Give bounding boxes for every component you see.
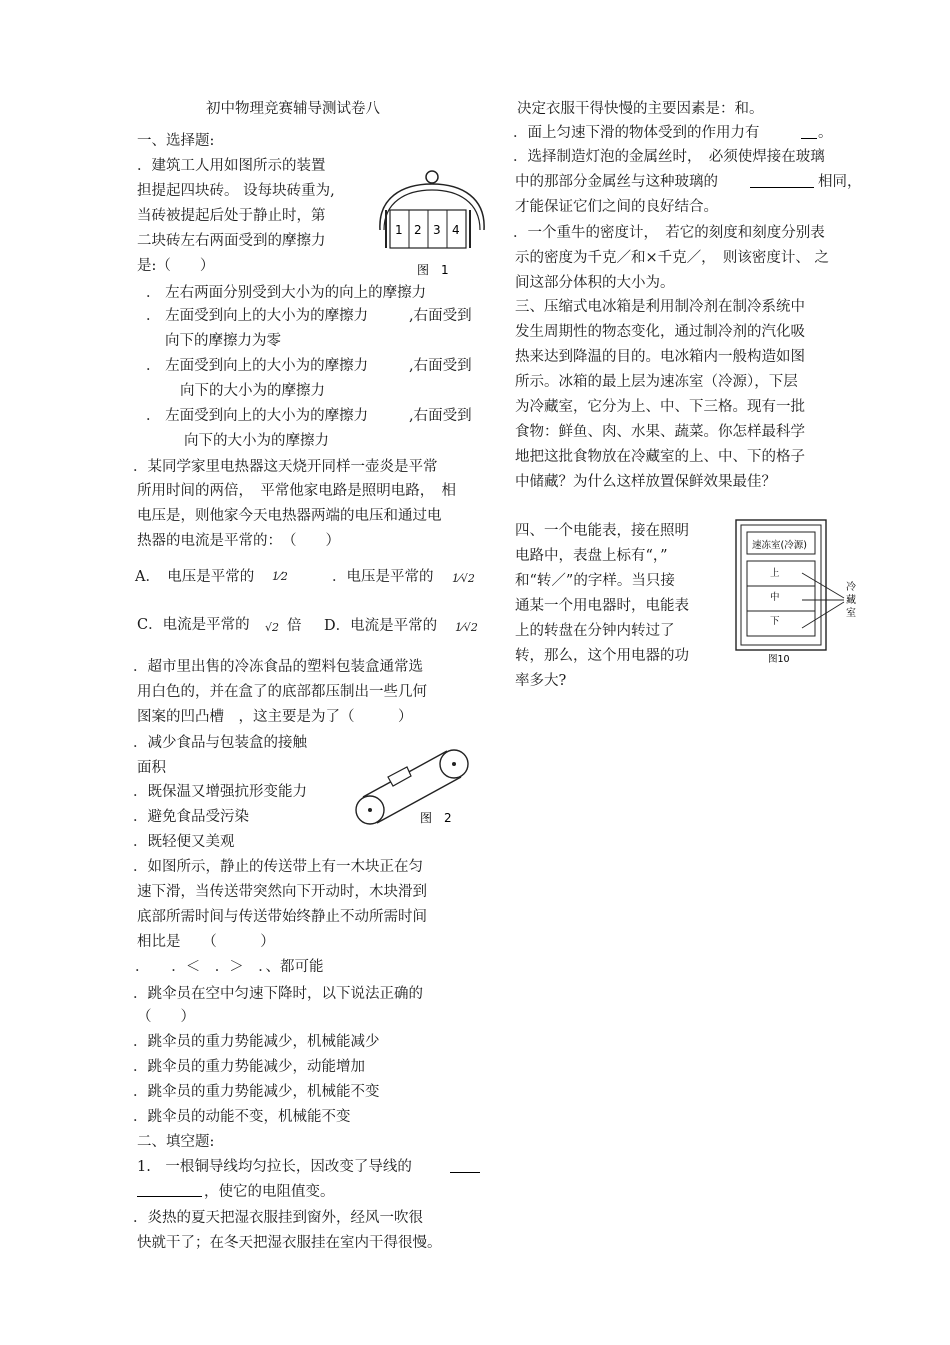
q5-line: （ ） [137,1009,195,1025]
q3-option-d: ．既轻便又美观 [133,834,235,850]
q2-option-b: ．电压是平常的 [332,569,434,585]
q3-line: ．超市里出售的冷冻食品的塑料包装盒通常选 [133,659,423,675]
s4-line: 上的转盘在分钟内转过了 [515,623,675,639]
q1-option-c-cont: 向下的大小为的摩擦力 [180,383,325,399]
figure-2-conveyor [352,740,477,832]
q2-option-a-fraction: 1⁄2 [272,570,288,583]
figure-1-caption: 图 1 [417,263,449,277]
figure-2-caption: 图 2 [420,811,452,825]
q3-option-a: ．减少食品与包装盒的接触 [133,735,307,751]
q3-line: 图案的凹凸槽 ，这主要是为了（ ） [137,709,413,725]
figure-1-brick-clamp [372,168,497,280]
s4-line: 电路中，表盘上标有“，” [515,548,668,564]
cold-storage-label: 藏 [846,595,856,606]
q3-option-c: ．避免食品受污染 [133,809,249,825]
freezer-label: 速冻室(冷源) [752,540,807,551]
figure-10-caption: 图10 [768,654,790,665]
section-choice-heading: 一、选择题: [137,133,215,149]
f1-blank [137,1182,202,1197]
q5-option-d: ．跳伞员的动能不变，机械能不变 [133,1109,351,1125]
q2-line: 热器的电流是平常的： （ ） [137,533,340,549]
s3-line: 所示。冰箱的最上层为速冻室（冷源），下层 [515,374,798,390]
cold-storage-label: 室 [846,608,856,619]
f1-line: 1. 一根铜导线均匀拉长，因改变了导线的 [137,1159,412,1175]
q1-option-d-suffix: ,右面受到 [409,408,472,424]
r2-tail: 。 [818,125,833,141]
q3-line: 用白色的，并在盒了的底部都压制出一些几何 [137,684,427,700]
shelf-label-upper: 上 [770,568,780,579]
q1-option-d: ． 左面受到向上的大小为的摩擦力 [146,408,369,424]
s3-line: 发生周期性的物态变化，通过制冷剂的汽化吸 [515,324,805,340]
cold-storage-label: 冷 [846,582,856,593]
q2-line: 电压是，则他家今天电热器两端的电压和通过电 [137,508,442,524]
brick-label: 1 [395,223,403,237]
s4-line: 转，那么，这个用电器的功 [515,648,689,664]
shelf-label-lower: 下 [770,616,780,627]
s3-line: 热来达到降温的目的。电冰箱内一般构造如图 [515,349,805,365]
q1-option-c: ． 左面受到向上的大小为的摩擦力 [146,358,369,374]
q2-line: ．某同学家里电热器这天烧开同样一壶炎是平常 [133,459,438,475]
q2-option-b-fraction: 1⁄√2 [452,572,475,585]
q2-option-c: C．电流是平常的 [137,617,250,633]
q4-line: ．如图所示，静止的传送带上有一木块正在匀 [133,859,423,875]
brick-label: 4 [452,223,460,237]
q4-options: ． ．＜ ．＞ ．、都可能 [135,959,324,975]
q1-option-d-cont: 向下的大小为的摩擦力 [184,433,329,449]
r2-blank [801,124,817,139]
q1-option-b-cont: 向下的摩擦力为零 [165,333,281,349]
q5-option-c: ．跳伞员的重力势能减少，机械能不变 [133,1084,380,1100]
f1-blank [450,1158,480,1173]
q2-option-d-fraction: 1⁄√2 [455,621,478,634]
q2-line: 所用时间的两倍， 平常他家电路是照明电路， 相 [137,483,456,499]
q2-option-a: A． 电压是平常的 [135,569,255,585]
r4-line: ．一个重牛的密度计， 若它的刻度和刻度分别表 [513,225,825,241]
page-title: 初中物理竞赛辅导测试卷八 [206,101,380,117]
s3-line: 地把这批食物放在冷藏室的上、中、下的格子 [515,449,805,465]
f2-line: 快就干了；在冬天把湿衣服挂在室内干得很慢。 [137,1235,442,1251]
shelf-label-middle: 中 [770,592,780,603]
r3-line: 相同， [818,174,862,190]
f1-line: ，使它的电阻值变。 [204,1184,335,1200]
s3-line: 食物：鲜鱼、肉、水果、蔬菜。你怎样最科学 [515,424,805,440]
s3-line: 中储藏？为什么这样放置保鲜效果最佳？ [515,474,776,490]
q4-line: 速下滑，当传送带突然向下开动时，木块滑到 [137,884,427,900]
r3-line: 才能保证它们之间的良好结合。 [515,199,718,215]
q5-line: ．跳伞员在空中匀速下降时，以下说法正确的 [133,986,423,1002]
brick-label: 3 [433,223,441,237]
q1-option-b-suffix: ,右面受到 [409,308,472,324]
figure-10-refrigerator [732,518,862,668]
r1-line: 决定衣服干得快慢的主要因素是：和。 [517,101,764,117]
r3-line: 中的那部分金属丝与这种玻璃的 [515,174,718,190]
q1-line: 是:（ ） [137,258,215,274]
q5-option-b: ．跳伞员的重力势能减少，动能增加 [133,1059,365,1075]
r4-line: 示的密度为千克／和×千克／， 则该密度计、 之 [515,250,830,266]
r2-line: ．面上匀速下滑的物体受到的作用力有 [513,125,760,141]
q1-line: 担提起四块砖。 设每块砖重为, [137,183,335,199]
q4-line: 底部所需时间与传送带始终静止不动所需时间 [137,909,427,925]
s3-line: 三、压缩式电冰箱是利用制冷剂在制冷系统中 [515,299,805,315]
q1-line: 当砖被提起后处于静止时，第 [137,208,326,224]
section-fill-heading: 二、填空题: [137,1134,215,1150]
q1-option-b: ． 左面受到向上的大小为的摩擦力 [146,308,369,324]
q3-option-a-cont: 面积 [137,760,166,776]
s3-line: 为冷藏室，它分为上、中、下三格。现有一批 [515,399,805,415]
q5-option-a: ．跳伞员的重力势能减少，机械能减少 [133,1034,380,1050]
r3-line: ．选择制造灯泡的金属丝时， 必须使焊接在玻璃 [513,149,825,165]
r4-line: 间这部分体积的大小为。 [515,275,675,291]
r3-blank [750,173,814,188]
brick-label: 2 [414,223,422,237]
q1-option-c-suffix: ,右面受到 [409,358,472,374]
s4-line: 和“转／”的字样。当只接 [515,573,675,589]
q1-line: 二块砖左右两面受到的摩擦力 [137,233,326,249]
q2-option-c-tail: 倍 [287,618,302,634]
s4-line: 率多大? [515,673,567,689]
s4-line: 四、一个电能表，接在照明 [515,523,689,539]
f2-line: ．炎热的夏天把湿衣服挂到窗外，经风一吹很 [133,1210,423,1226]
q1-option-a: ． 左右两面分别受到大小为的向上的摩擦力 [146,285,427,301]
q2-option-d: D．电流是平常的 [324,618,438,634]
q3-option-b: ．既保温又增强抗形变能力 [133,784,307,800]
s4-line: 通某一个用电器时，电能表 [515,598,689,614]
q1-line: ．建筑工人用如图所示的装置 [137,158,326,174]
q2-option-c-root: √2 [265,621,280,634]
q4-line: 相比是 （ ） [137,934,275,950]
